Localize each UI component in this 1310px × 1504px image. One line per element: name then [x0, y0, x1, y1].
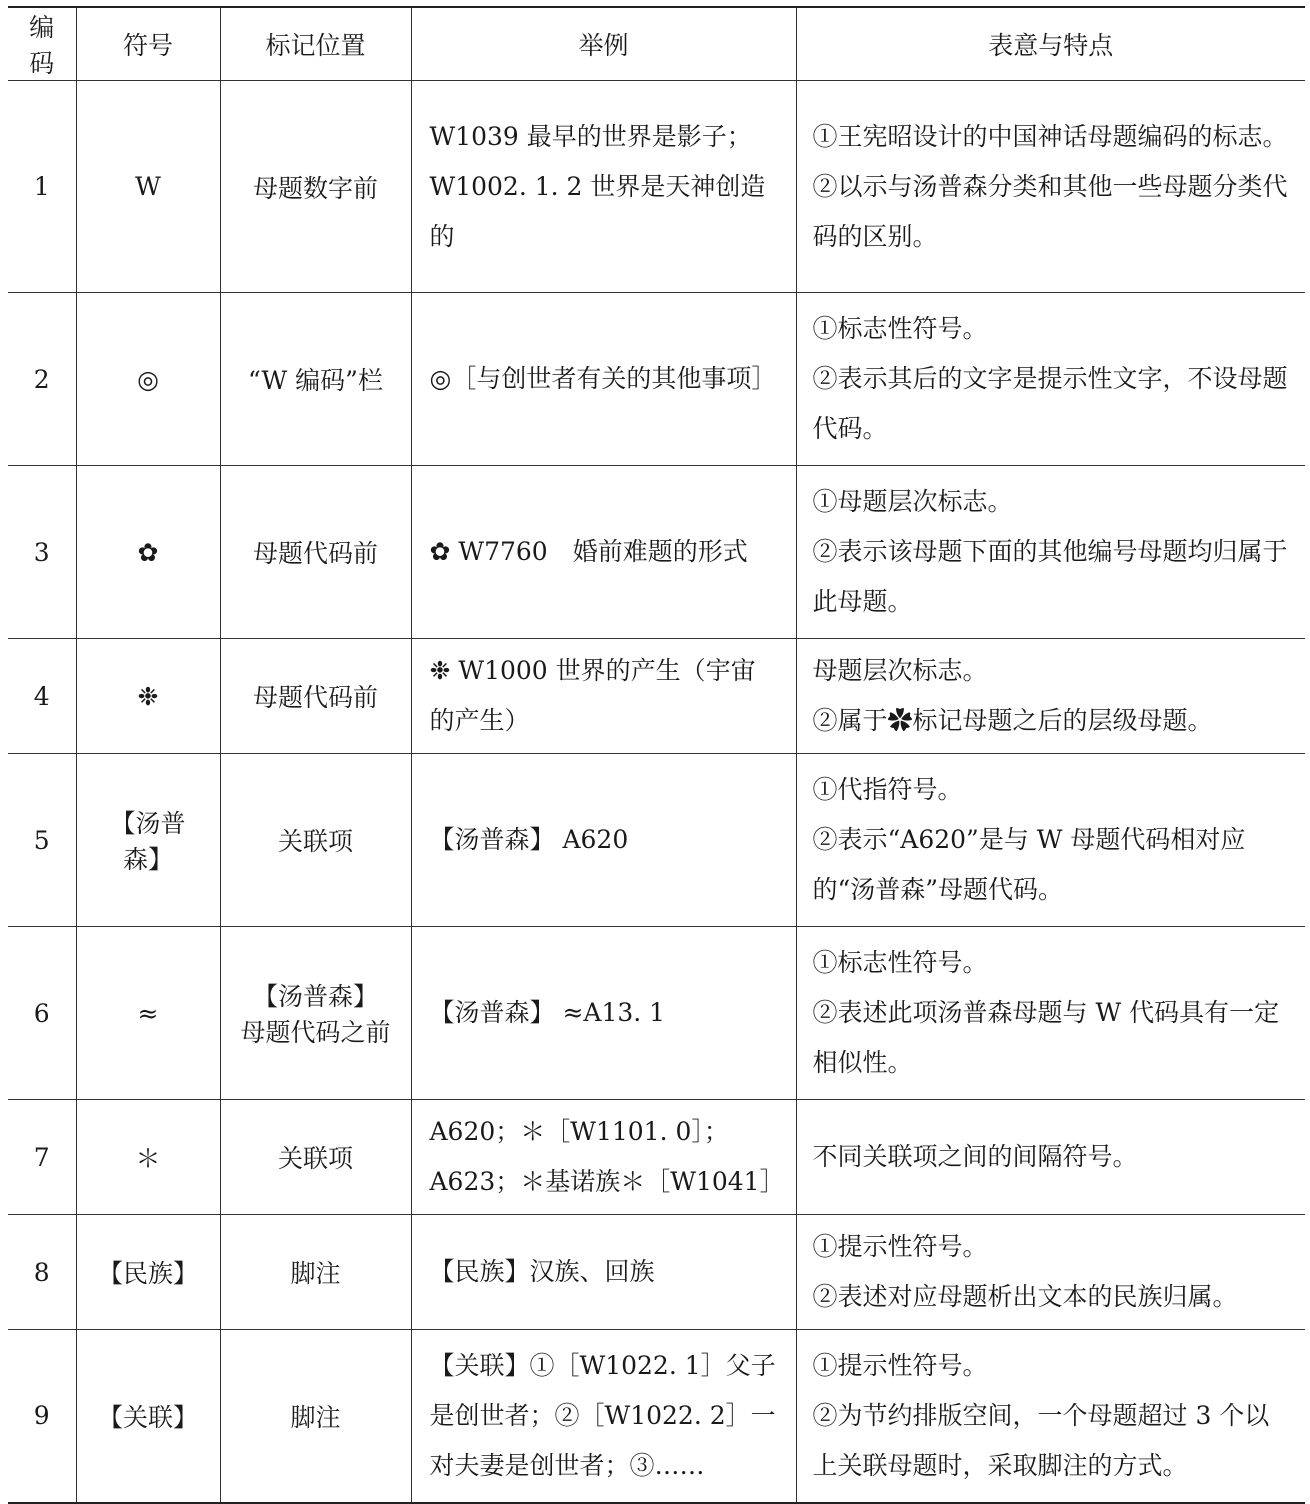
meaning-line: ①代指符号。	[812, 775, 963, 804]
cell-position	[220, 293, 411, 466]
meaning-line: ①提示性符号。	[812, 1232, 988, 1261]
meaning-line: ②表示“A620”是与 W 母题代码相对应的“汤普森”母题代码。	[812, 825, 1246, 904]
meaning-line: 不同关联项之间的间隔符号。	[812, 1142, 1138, 1171]
cell-symbol: 【汤普森】	[76, 754, 220, 927]
cell-symbol: ＊	[76, 1100, 220, 1215]
cell-code: 2	[8, 293, 76, 466]
meaning-line: 母题层次标志。	[812, 656, 988, 685]
position-line: “W 编码”栏	[248, 366, 383, 395]
cell-example	[411, 1330, 796, 1503]
cell-position	[220, 639, 411, 754]
position-line: 关联项	[277, 1144, 353, 1173]
table-row	[8, 754, 1305, 927]
cell-example	[411, 1215, 796, 1330]
table-row	[8, 1330, 1305, 1503]
cell-meaning	[796, 639, 1305, 754]
meaning-line: ②表述对应母题析出文本的民族归属。	[812, 1282, 1238, 1311]
meaning-line: ②表述此项汤普森母题与 W 代码具有一定相似性。	[812, 998, 1280, 1077]
example-line: A623；＊基诺族＊［W1041］	[429, 1167, 785, 1196]
cell-position	[220, 466, 411, 639]
cell-symbol: 【关联】	[76, 1330, 220, 1503]
cell-position	[220, 754, 411, 927]
position-line: 【汤普森】	[252, 982, 378, 1011]
cell-meaning	[796, 81, 1305, 293]
symbol-table	[8, 6, 1305, 1504]
position-line: 母题代码之前	[240, 1018, 391, 1047]
cell-example	[411, 466, 796, 639]
cell-code: 8	[8, 1215, 76, 1330]
meaning-line: ①标志性符号。	[812, 314, 988, 343]
cell-symbol: ◎	[76, 293, 220, 466]
meaning-line: ①王宪昭设计的中国神话母题编码的标志。	[812, 121, 1288, 151]
example-line: 【关联】①［W1022. 1］父子是创世者；②［W1022. 2］一对夫妻是创世者；③……	[429, 1350, 776, 1480]
example-line: 【民族】汉族、回族	[429, 1257, 655, 1286]
table-row	[8, 81, 1305, 293]
table-row	[8, 1215, 1305, 1330]
cell-symbol: ✿	[76, 466, 220, 639]
example-line: A620；＊［W1101. 0］；	[429, 1117, 729, 1146]
cell-position	[220, 81, 411, 293]
cell-meaning	[796, 293, 1305, 466]
table-row	[8, 293, 1305, 466]
example-line: 【汤普森】 A620	[429, 825, 629, 854]
header-code: 编码	[8, 7, 76, 81]
cell-meaning	[796, 1100, 1305, 1215]
cell-code: 3	[8, 466, 76, 639]
table-row	[8, 466, 1305, 639]
meaning-line: ②为节约排版空间，一个母题超过 3 个以上关联母题时，采取脚注的方式。	[812, 1400, 1270, 1480]
cell-code: 7	[8, 1100, 76, 1215]
cell-example	[411, 754, 796, 927]
meaning-line: ②表示其后的文字是提示性文字，不设母题代码。	[812, 364, 1288, 443]
table-row	[8, 639, 1305, 754]
cell-example	[411, 81, 796, 293]
cell-symbol: ≈	[76, 927, 220, 1100]
cell-code: 6	[8, 927, 76, 1100]
cell-code: 5	[8, 754, 76, 927]
meaning-line: ①提示性符号。	[812, 1350, 988, 1380]
example-line: ◎［与创世者有关的其他事项］	[429, 364, 777, 393]
cell-code: 9	[8, 1330, 76, 1503]
cell-symbol: W	[76, 81, 220, 293]
cell-meaning	[796, 1330, 1305, 1503]
position-line: 母题代码前	[252, 683, 378, 712]
cell-symbol: ❉	[76, 639, 220, 754]
position-line: 关联项	[277, 827, 353, 856]
cell-example	[411, 1100, 796, 1215]
cell-meaning	[796, 927, 1305, 1100]
cell-example	[411, 927, 796, 1100]
cell-example	[411, 293, 796, 466]
header-symbol: 符号	[76, 7, 220, 81]
header-row	[8, 7, 1305, 81]
position-line: 母题数字前	[252, 173, 378, 203]
cell-position	[220, 1100, 411, 1215]
cell-position	[220, 927, 411, 1100]
cell-meaning	[796, 1215, 1305, 1330]
position-line: 脚注	[290, 1402, 341, 1432]
example-line: ✿ W7760 婚前难题的形式	[429, 537, 748, 566]
cell-meaning	[796, 754, 1305, 927]
cell-meaning	[796, 466, 1305, 639]
table-row	[8, 1100, 1305, 1215]
example-line: 【汤普森】 ≈A13. 1	[429, 998, 666, 1027]
meaning-line: ①标志性符号。	[812, 948, 988, 977]
position-line: 母题代码前	[252, 539, 378, 568]
meaning-line: ①母题层次标志。	[812, 487, 1013, 516]
example-line: W1039 最早的世界是影子；	[429, 121, 752, 151]
example-line: W1002. 1. 2 世界是天神创造的	[429, 171, 766, 251]
example-line: ❉ W1000 世界的产生（宇宙的产生）	[429, 656, 756, 735]
cell-symbol: 【民族】	[76, 1215, 220, 1330]
meaning-line: ②属于✿标记母题之后的层级母题。	[812, 706, 1213, 735]
cell-position	[220, 1215, 411, 1330]
header-position: 标记位置	[220, 7, 411, 81]
cell-position	[220, 1330, 411, 1503]
meaning-line: ②以示与汤普森分类和其他一些母题分类代码的区别。	[812, 171, 1288, 251]
header-meaning: 表意与特点	[796, 7, 1305, 81]
cell-code: 4	[8, 639, 76, 754]
meaning-line: ②表示该母题下面的其他编号母题均归属于此母题。	[812, 537, 1288, 616]
cell-example	[411, 639, 796, 754]
header-example: 举例	[411, 7, 796, 81]
cell-code: 1	[8, 81, 76, 293]
position-line: 脚注	[290, 1259, 341, 1288]
table-row	[8, 927, 1305, 1100]
